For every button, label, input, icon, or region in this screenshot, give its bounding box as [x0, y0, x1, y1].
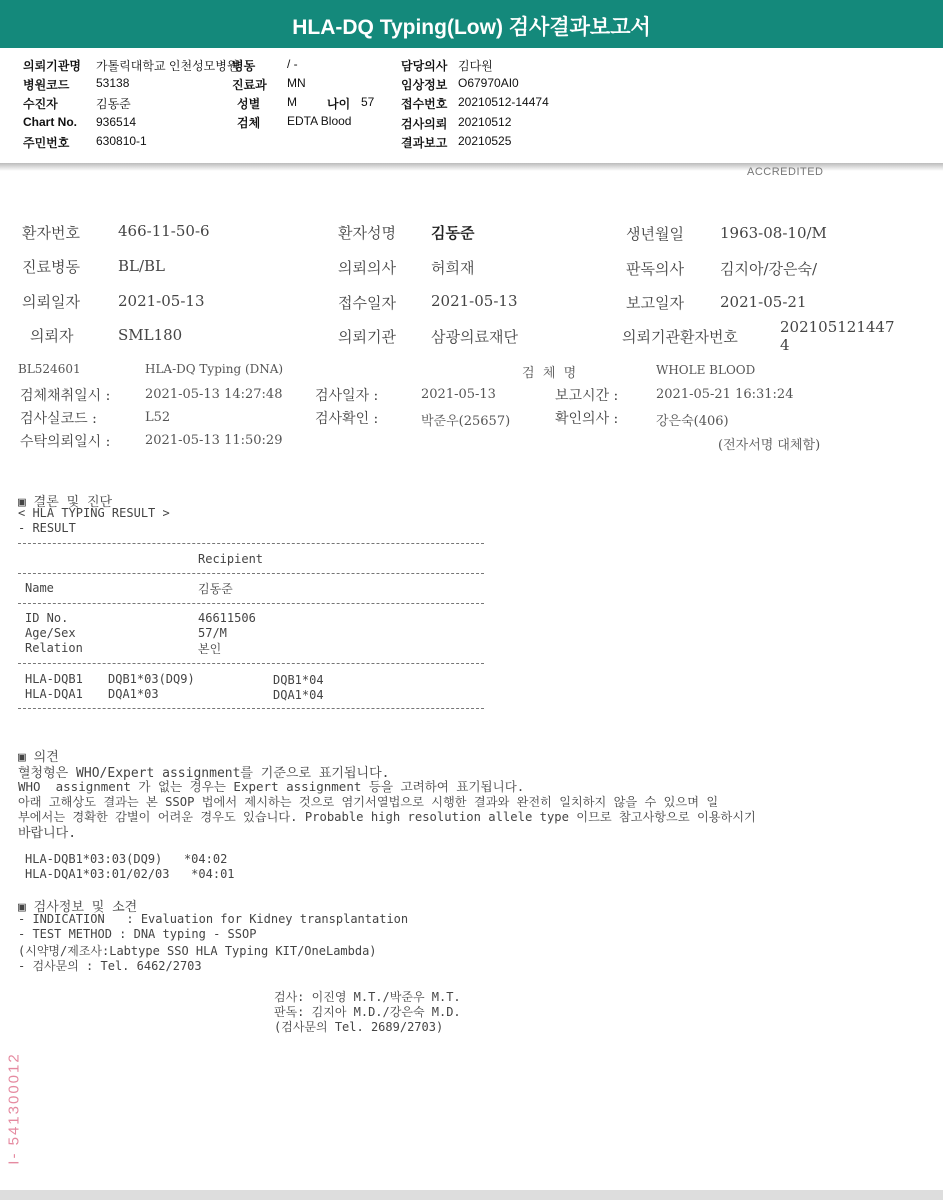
value: DQA1*04: [273, 688, 324, 702]
specimen-value: EDTA Blood: [287, 114, 352, 128]
chart-value: 936514: [96, 115, 137, 129]
sex-value: M: [287, 95, 297, 109]
divider: [18, 663, 484, 664]
test-name: HLA-DQ Typing (DNA): [145, 362, 284, 376]
section-heading: ▣ 의견: [18, 750, 59, 765]
test-code: BL524601: [18, 362, 81, 376]
value: 김동준: [431, 224, 475, 242]
label: 의뢰기관: [338, 328, 396, 346]
label: ID No.: [25, 611, 69, 625]
label: 병동: [232, 59, 256, 73]
label: 검사확인 :: [315, 411, 379, 427]
value: L52: [145, 410, 171, 425]
allele-line: HLA-DQA1*03:01/02/03 *04:01: [25, 867, 235, 881]
signature-line: 검사: 이진영 M.T./박준우 M.T.: [274, 990, 461, 1004]
label: 접수일자: [338, 294, 396, 312]
label: HLA-DQB1: [25, 672, 83, 686]
label: 주민번호: [23, 136, 70, 150]
label: Chart No.: [23, 115, 77, 129]
divider: [18, 603, 484, 604]
info-line: - TEST METHOD : DNA typing - SSOP: [18, 927, 257, 941]
opinion-line: WHO assignment 가 없는 경우는 Expert assignment 등을 고려하여 표기됩니다.: [18, 779, 525, 794]
ward-value: / -: [287, 57, 298, 71]
label: 검 체 명: [522, 366, 577, 381]
value: 57/M: [198, 626, 227, 640]
label: 보고일자: [626, 294, 684, 312]
bottom-bar: [0, 1190, 943, 1200]
value: BL/BL: [118, 257, 166, 275]
value: 2021-05-13: [118, 292, 205, 310]
divider: [18, 708, 484, 709]
label: 결과보고: [401, 136, 448, 150]
value: DQB1*03(DQ9): [108, 672, 195, 686]
signature-line: (검사문의 Tel. 2689/2703): [274, 1020, 444, 1034]
subheading: - RESULT: [18, 521, 76, 535]
label: 의뢰의사: [338, 259, 396, 277]
doctor-value: 김다원: [458, 59, 493, 73]
request-value: 20210512: [458, 115, 512, 129]
section-heading: ▣ 검사정보 및 소견: [18, 900, 138, 915]
allele-line: HLA-DQB1*03:03(DQ9) *04:02: [25, 852, 228, 866]
value: 강은숙(406): [656, 414, 729, 429]
value: 466-11-50-6: [118, 222, 210, 240]
label: HLA-DQA1: [25, 687, 83, 701]
label: 환자번호: [22, 224, 80, 242]
subheading: < HLA TYPING RESULT >: [18, 506, 170, 520]
opinion-line: 혈청형은 WHO/Expert assignment를 기준으로 표기됩니다.: [18, 766, 390, 781]
label: 성별: [237, 97, 261, 111]
value: 46611506: [198, 611, 256, 625]
label: 임상정보: [401, 78, 448, 92]
label: 진료병동: [22, 258, 80, 276]
value: 2021-05-13: [421, 387, 496, 402]
value: 2021-05-13 14:27:48: [145, 387, 283, 402]
label: 접수번호: [401, 97, 448, 111]
value: 2021-05-21: [720, 293, 807, 311]
value: 4: [780, 336, 790, 354]
label: 수진자: [23, 97, 58, 111]
institution-value: 가톨릭대학교 인천성모병원: [96, 59, 239, 73]
value: DQB1*04: [273, 673, 324, 687]
e-signature-note: (전자서명 대체함): [718, 438, 821, 453]
label: 검사실코드 :: [20, 411, 97, 427]
label: 의뢰자: [30, 327, 74, 345]
signature-line: 판독: 김지아 M.D./강은숙 M.D.: [274, 1005, 461, 1019]
label: Age/Sex: [25, 626, 76, 640]
value: 김지아/강은숙/: [720, 260, 818, 278]
value: 김동준: [198, 582, 233, 596]
info-line: - 검사문의 : Tel. 6462/2703: [18, 959, 202, 973]
side-number-text: I- 541300012: [5, 1052, 23, 1165]
report-title: HLA-DQ Typing(Low) 검사결과보고서: [0, 0, 943, 48]
value: DQA1*03: [108, 687, 159, 701]
value: 박준우(25657): [421, 414, 511, 429]
label: 검체채취일시 :: [20, 388, 111, 404]
column-header: Recipient: [198, 552, 264, 566]
divider: [18, 573, 484, 574]
hospital-code-value: 53138: [96, 76, 130, 90]
receipt-value: 20210512-14474: [458, 95, 549, 109]
value: 202105121447: [780, 318, 895, 336]
value: 2021-05-21 16:31:24: [656, 387, 794, 402]
value: 2021-05-13 11:50:29: [145, 433, 283, 448]
report-header: [0, 48, 943, 166]
label: 진료과: [232, 78, 267, 92]
label: 담당의사: [401, 59, 448, 73]
label: 확인의사 :: [555, 411, 619, 427]
accredited-mark: ACCREDITED: [747, 166, 824, 178]
value: SML180: [118, 326, 183, 344]
clinical-value: O67970AI0: [458, 76, 519, 90]
report-date-value: 20210525: [458, 134, 512, 148]
value: 1963-08-10/M: [720, 224, 827, 242]
opinion-line: 바랍니다.: [18, 826, 77, 841]
label: Name: [25, 581, 54, 595]
label: 의뢰기관환자번호: [622, 328, 738, 346]
label: 환자성명: [338, 224, 396, 242]
value: 허희재: [431, 259, 475, 277]
opinion-line: 아래 고해상도 결과는 본 SSOP 법에서 제시하는 것으로 염기서열법으로 시행한 결과와 완전히 일치하지 않을 수 있으며 일: [18, 795, 719, 809]
info-line: - INDICATION : Evaluation for Kidney transplantation: [18, 912, 409, 926]
label: 병원코드: [23, 78, 70, 92]
label: 검체: [237, 116, 261, 130]
label: 의뢰기관명: [23, 59, 81, 73]
opinion-line: 부에서는 경확한 감별이 어려운 경우도 있습니다. Probable high resolution allele type 이므로 참고사항으로 이용하시기: [18, 810, 756, 824]
section-heading: ▣ 결론 및 진단: [18, 495, 113, 510]
label: Relation: [25, 641, 83, 655]
side-number: [3, 1050, 25, 1170]
label: 나이: [327, 97, 351, 111]
patient-value: 김동준: [96, 97, 131, 111]
label: 검사일자 :: [315, 388, 379, 404]
label: 검사의뢰: [401, 117, 448, 131]
label: 보고시간 :: [555, 388, 619, 404]
divider: [18, 543, 484, 544]
value: 본인: [198, 642, 222, 656]
age-value: 57: [361, 95, 375, 109]
label: 판독의사: [626, 260, 684, 278]
label: 생년월일: [626, 225, 684, 243]
value: WHOLE BLOOD: [656, 363, 756, 377]
dept-value: MN: [287, 76, 306, 90]
info-line: (시약명/제조사:Labtype SSO HLA Typing KIT/OneLambda): [18, 944, 377, 958]
value: 삼광의료재단: [431, 328, 518, 346]
rrn-value: 630810-1: [96, 134, 147, 148]
label: 의뢰일자: [22, 293, 80, 311]
value: 2021-05-13: [431, 292, 518, 310]
label: 수탁의뢰일시 :: [20, 434, 111, 450]
